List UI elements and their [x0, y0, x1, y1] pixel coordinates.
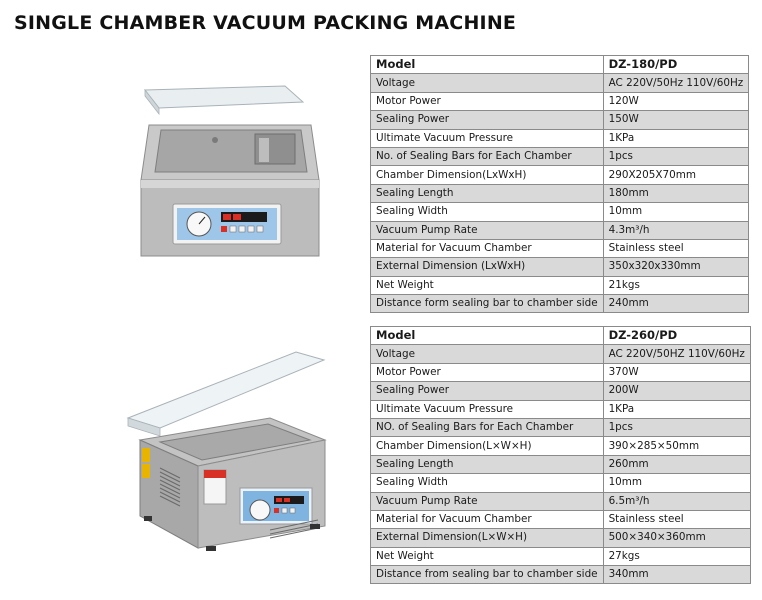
table-row [371, 92, 749, 110]
table-row [371, 295, 749, 313]
table-row [371, 239, 749, 257]
spec-label: External Dimension(L×W×H) [371, 529, 604, 547]
table-row [371, 566, 751, 584]
table-header-row [371, 56, 749, 74]
spec-value: 340mm [603, 566, 750, 584]
spec-label: External Dimension (LxWxH) [371, 258, 604, 276]
header-label: Model [371, 327, 604, 345]
table-row [371, 221, 749, 239]
spec-label: Vacuum Pump Rate [371, 492, 604, 510]
table-row [371, 147, 749, 165]
table-row [371, 510, 751, 528]
spec-value: AC 220V/50HZ 110V/60Hz [603, 345, 750, 363]
spec-value: Stainless steel [603, 239, 749, 257]
spec-value: 1KPa [603, 129, 749, 147]
spec-label: Voltage [371, 74, 604, 92]
spec-value: 500×340×360mm [603, 529, 750, 547]
table-row [371, 363, 751, 381]
spec-value: 350x320x330mm [603, 258, 749, 276]
table-row [371, 529, 751, 547]
spec-label: Ultimate Vacuum Pressure [371, 129, 604, 147]
table-row [371, 492, 751, 510]
spec-label: Net Weight [371, 276, 604, 294]
spec-label: Material for Vacuum Chamber [371, 510, 604, 528]
spec-label: NO. of Sealing Bars for Each Chamber [371, 418, 604, 436]
table-row [371, 455, 751, 473]
table-row [371, 474, 751, 492]
spec-label: Chamber Dimension(L×W×H) [371, 437, 604, 455]
table-row [371, 203, 749, 221]
spec-label: Vacuum Pump Rate [371, 221, 604, 239]
header-label: Model [371, 56, 604, 74]
spec-value: 390×285×50mm [603, 437, 750, 455]
spec-label: Sealing Length [371, 184, 604, 202]
table-row [371, 437, 751, 455]
spec-table-dz180 [370, 55, 749, 313]
spec-value: 10mm [603, 474, 750, 492]
table-row [371, 258, 749, 276]
spec-value: 1pcs [603, 147, 749, 165]
table-header-row [371, 327, 751, 345]
spec-label: Net Weight [371, 547, 604, 565]
spec-value: 1KPa [603, 400, 750, 418]
table-row [371, 400, 751, 418]
spec-label: Voltage [371, 345, 604, 363]
table-row [371, 547, 751, 565]
header-value: DZ-260/PD [603, 327, 750, 345]
spec-label: Chamber Dimension(LxWxH) [371, 166, 604, 184]
table-row [371, 345, 751, 363]
table-row [371, 418, 751, 436]
spec-value: 10mm [603, 203, 749, 221]
vacuum-machine-dz260-photo [120, 348, 330, 553]
header-value: DZ-180/PD [603, 56, 749, 74]
spec-table-dz260 [370, 326, 751, 584]
spec-label: Sealing Width [371, 203, 604, 221]
page-title: SINGLE CHAMBER VACUUM PACKING MACHINE [14, 12, 517, 34]
spec-label: Sealing Power [371, 111, 604, 129]
spec-label: No. of Sealing Bars for Each Chamber [371, 147, 604, 165]
spec-label: Ultimate Vacuum Pressure [371, 400, 604, 418]
spec-value: 6.5m³/h [603, 492, 750, 510]
spec-label: Motor Power [371, 363, 604, 381]
spec-value: 290X205X70mm [603, 166, 749, 184]
table-row [371, 74, 749, 92]
spec-label: Sealing Power [371, 382, 604, 400]
spec-value: 27kgs [603, 547, 750, 565]
spec-value: 21kgs [603, 276, 749, 294]
table-row [371, 184, 749, 202]
vacuum-machine-dz180-photo [135, 80, 325, 260]
table-row [371, 382, 751, 400]
spec-label: Material for Vacuum Chamber [371, 239, 604, 257]
spec-label: Sealing Length [371, 455, 604, 473]
spec-value: 150W [603, 111, 749, 129]
table-row [371, 129, 749, 147]
table-row [371, 276, 749, 294]
spec-value: Stainless steel [603, 510, 750, 528]
spec-label: Motor Power [371, 92, 604, 110]
spec-value: 260mm [603, 455, 750, 473]
spec-value: 4.3m³/h [603, 221, 749, 239]
spec-label: Distance from sealing bar to chamber side [371, 566, 604, 584]
table-row [371, 166, 749, 184]
spec-label: Sealing Width [371, 474, 604, 492]
spec-value: 370W [603, 363, 750, 381]
spec-value: 180mm [603, 184, 749, 202]
spec-value: 1pcs [603, 418, 750, 436]
spec-value: AC 220V/50Hz 110V/60Hz [603, 74, 749, 92]
table-row [371, 111, 749, 129]
spec-value: 240mm [603, 295, 749, 313]
spec-value: 200W [603, 382, 750, 400]
spec-label: Distance form sealing bar to chamber side [371, 295, 604, 313]
spec-value: 120W [603, 92, 749, 110]
